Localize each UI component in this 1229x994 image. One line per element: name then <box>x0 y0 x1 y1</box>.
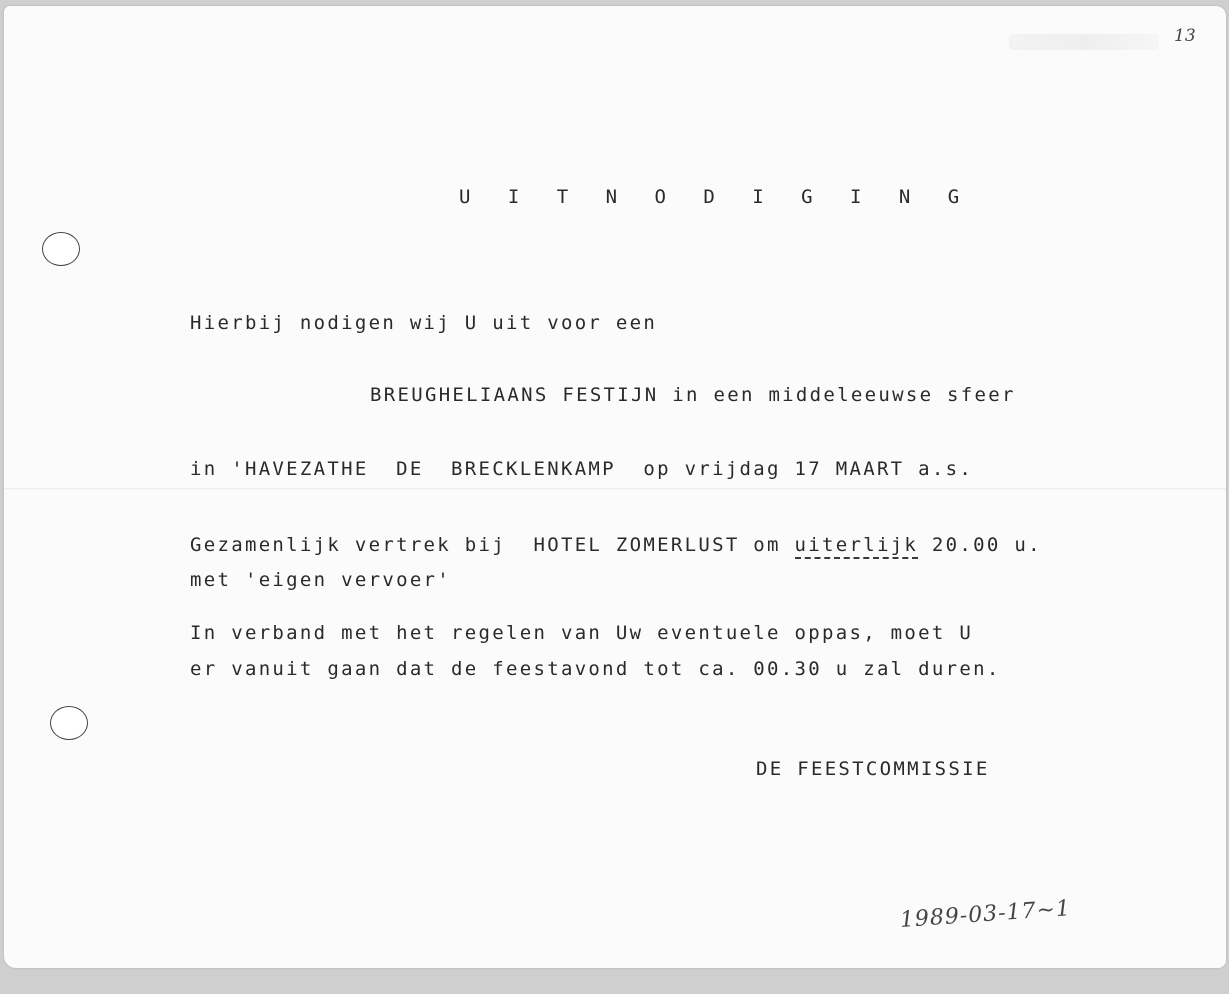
event-name: BREUGHELIAANS FESTIJN <box>370 384 659 406</box>
departure-prefix: Gezamenlijk vertrek bij HOTEL ZOMERLUST om <box>190 534 795 556</box>
departure-line <box>190 534 1042 556</box>
departure-suffix: 20.00 u. <box>918 534 1042 556</box>
paper-fold-crease <box>4 488 1226 490</box>
signature: DE FEESTCOMMISSIE <box>756 758 990 780</box>
handwritten-archive-date: 1989-03-17~1 <box>899 896 1072 933</box>
handwritten-page-number: 13 <box>1174 26 1196 46</box>
invitation-sheet <box>4 6 1226 968</box>
intro-line: Hierbij nodigen wij U uit voor een <box>190 312 658 334</box>
faint-stamp-mark <box>1009 34 1159 50</box>
note-line-1: In verband met het regelen van Uw eventuele oppas, moet U <box>190 622 974 644</box>
event-suffix: in een middeleeuwse sfeer <box>658 384 1016 406</box>
transport-line: met 'eigen vervoer' <box>190 569 452 591</box>
punch-hole-top <box>42 232 80 266</box>
note-line-2: er vanuit gaan dat de feestavond tot ca. 00.30 u zal duren. <box>190 658 1001 680</box>
punch-hole-bottom <box>50 706 88 740</box>
location-line: in 'HAVEZATHE DE BRECKLENKAMP op vrijdag 17 MAART a.s. <box>190 458 974 480</box>
invitation-title: U I T N O D I G I N G <box>459 186 973 208</box>
departure-emphasis: uiterlijk <box>795 534 919 559</box>
event-line <box>370 384 1016 406</box>
